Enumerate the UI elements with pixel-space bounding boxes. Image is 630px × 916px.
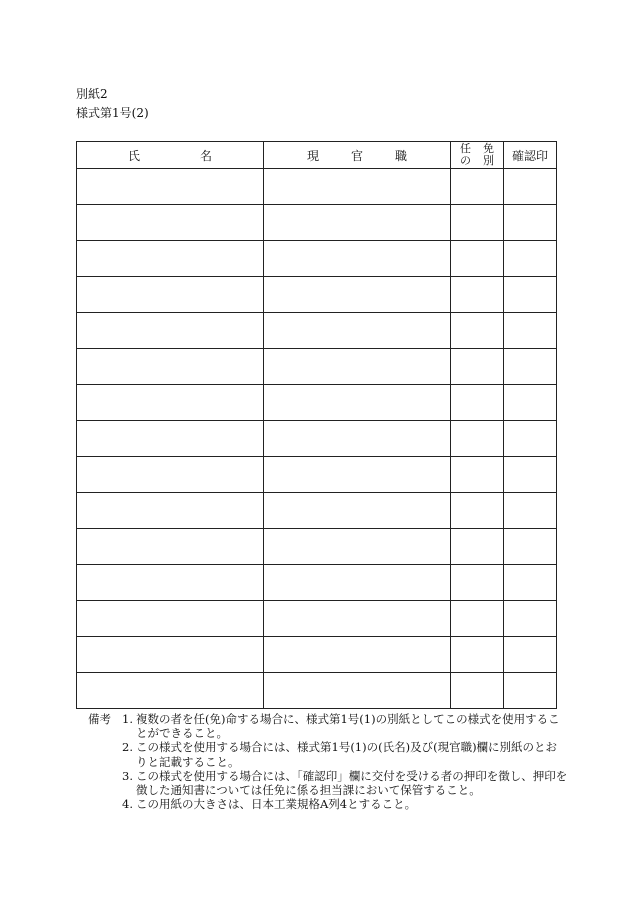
current-post-cell [264, 421, 451, 457]
appointment-type-cell [451, 205, 504, 241]
header-confirmation-seal: 確認印 [504, 142, 557, 169]
table-row [77, 169, 557, 205]
confirmation-seal-cell [504, 565, 557, 601]
name-cell [77, 385, 264, 421]
header-type-char-4: 別 [483, 154, 494, 167]
table-row [77, 673, 557, 709]
current-post-cell [264, 277, 451, 313]
table-body [77, 169, 557, 709]
current-post-cell [264, 457, 451, 493]
header-post-char-2: 官 [350, 148, 363, 163]
table-row [77, 493, 557, 529]
appointment-type-cell [451, 529, 504, 565]
name-cell [77, 205, 264, 241]
appointment-type-cell [451, 277, 504, 313]
header-name-char-1: 氏 [128, 148, 141, 163]
table-row [77, 637, 557, 673]
note-item [122, 769, 568, 797]
current-post-cell [264, 673, 451, 709]
appointment-type-cell [451, 457, 504, 493]
confirmation-seal-cell [504, 205, 557, 241]
table-header-row [77, 142, 557, 169]
confirmation-seal-cell [504, 241, 557, 277]
header-type-char-3: の [460, 154, 471, 167]
name-cell [77, 673, 264, 709]
table-row [77, 349, 557, 385]
appointment-type-cell [451, 601, 504, 637]
confirmation-seal-cell [504, 385, 557, 421]
confirmation-seal-cell [504, 421, 557, 457]
name-cell [77, 637, 264, 673]
attachment-label: 別紙2 [76, 87, 108, 101]
note-item [122, 797, 568, 811]
confirmation-seal-cell [504, 637, 557, 673]
note-text: この様式を使用する場合には、様式第1号(1)の(氏名)及び(現官職)欄に別紙のとおりと記載すること。 [136, 740, 558, 769]
table-row [77, 421, 557, 457]
name-cell [77, 565, 264, 601]
current-post-cell [264, 493, 451, 529]
confirmation-seal-cell [504, 673, 557, 709]
notes-label: 備考 [88, 712, 111, 726]
table-row [77, 385, 557, 421]
appointment-table [76, 141, 557, 709]
current-post-cell [264, 205, 451, 241]
confirmation-seal-cell [504, 601, 557, 637]
current-post-cell [264, 601, 451, 637]
confirmation-seal-cell [504, 493, 557, 529]
table-row [77, 241, 557, 277]
table-row [77, 601, 557, 637]
header-post-char-3: 職 [394, 148, 407, 163]
name-cell [77, 313, 264, 349]
form-number: 様式第1号(2) [76, 106, 149, 120]
note-number: 2. [122, 740, 133, 755]
appointment-type-cell [451, 241, 504, 277]
appointment-type-cell [451, 421, 504, 457]
confirmation-seal-cell [504, 529, 557, 565]
appointment-type-cell [451, 349, 504, 385]
appointment-type-cell [451, 565, 504, 601]
confirmation-seal-cell [504, 313, 557, 349]
header-post-char-1: 現 [307, 148, 320, 163]
table-row [77, 565, 557, 601]
notes-section [88, 712, 568, 811]
appointment-type-cell [451, 313, 504, 349]
header-type-char-2: 免 [483, 142, 494, 155]
note-text: この様式を使用する場合には、「確認印」欄に交付を受ける者の押印を徴し、押印を徴した通知書については任免に係る担当課において保管すること。 [136, 768, 568, 798]
current-post-cell [264, 349, 451, 385]
confirmation-seal-cell [504, 457, 557, 493]
current-post-cell [264, 637, 451, 673]
confirmation-seal-cell [504, 349, 557, 385]
note-item [122, 740, 568, 768]
note-text: この用紙の大きさは、日本工業規格A列4とすること。 [136, 797, 417, 812]
note-number: 1. [122, 712, 133, 726]
appointment-type-cell [451, 493, 504, 529]
appointment-type-cell [451, 637, 504, 673]
name-cell [77, 493, 264, 529]
current-post-cell [264, 313, 451, 349]
note-number: 4. [122, 797, 133, 812]
name-cell [77, 421, 264, 457]
name-cell [77, 529, 264, 565]
table-row [77, 205, 557, 241]
current-post-cell [264, 529, 451, 565]
appointment-type-cell [451, 169, 504, 205]
name-cell [77, 349, 264, 385]
name-cell [77, 241, 264, 277]
note-item [122, 712, 568, 740]
header-type-char-1: 任 [460, 142, 471, 155]
table-row [77, 457, 557, 493]
current-post-cell [264, 241, 451, 277]
current-post-cell [264, 565, 451, 601]
header-name [77, 142, 264, 169]
name-cell [77, 457, 264, 493]
notes-list [122, 712, 568, 811]
confirmation-seal-cell [504, 169, 557, 205]
appointment-type-cell [451, 673, 504, 709]
name-cell [77, 277, 264, 313]
header-current-post [264, 142, 451, 169]
appointment-type-cell [451, 385, 504, 421]
table-row [77, 529, 557, 565]
confirmation-seal-cell [504, 277, 557, 313]
note-text: 複数の者を任(免)命する場合に、様式第1号(1)の別紙としてこの様式を使用することができること。 [136, 712, 560, 741]
header-appointment-type [451, 142, 504, 169]
header-name-char-2: 名 [199, 148, 212, 163]
name-cell [77, 169, 264, 205]
current-post-cell [264, 169, 451, 205]
name-cell [77, 601, 264, 637]
current-post-cell [264, 385, 451, 421]
table-row [77, 277, 557, 313]
table-row [77, 313, 557, 349]
note-number: 3. [122, 768, 133, 783]
